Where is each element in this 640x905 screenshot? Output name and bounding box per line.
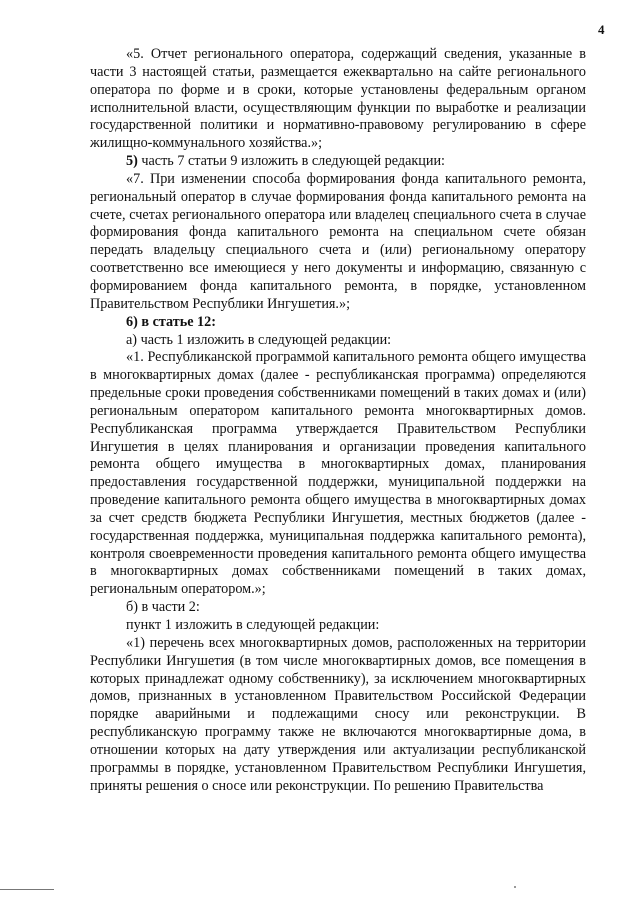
paragraph-item-6-heading: 6) в статье 12: bbox=[126, 313, 216, 330]
paragraph-item-5 bbox=[90, 153, 586, 171]
footer-rule bbox=[0, 889, 54, 890]
item-text: часть 7 статьи 9 изложить в следующей редакции: bbox=[137, 153, 445, 170]
paragraph-point-1-text: «1) перечень всех многоквартирных домов, расположенных на территории Республики Ингушетия (в том числе многоквартирных домов, все помещения в которых принадлежат одному собственнику), за исключением многоквартирных домов, признанных в установленном Правительством Российской Федерации порядке аварийными и подлежащими сносу или реконструкции. В республиканскую программу также не включаются многоквартирные дома, в отношении которых на дату утверждения или актуализации республиканской программы в порядке, установленном Правительством Республики Ингушетия, приняты решения о сносе или реконструкции. По решению Правительства bbox=[90, 634, 586, 794]
paragraph-report-clause-5: «5. Отчет регионального оператора, содержащий сведения, указанные в части 3 настоящей статьи, размещается ежеквартально на сайте регионального оператора по форме и в сроки, которые установлены федеральным органом исполнительной власти, осуществляющим функции по выработке и реализации государственной политики и нормативно-правовому регулированию в сфере жилищно-коммунального хозяйства.»; bbox=[90, 46, 586, 152]
scan-speck bbox=[514, 886, 516, 888]
document-body bbox=[90, 46, 586, 795]
paragraph-subitem-a: а) часть 1 изложить в следующей редакции: bbox=[126, 331, 392, 348]
paragraph-subitem-b: б) в части 2: bbox=[126, 599, 200, 616]
paragraph-point-1-intro: пункт 1 изложить в следующей редакции: bbox=[126, 617, 380, 633]
paragraph-clause-1-program: «1. Республиканской программой капитального ремонта общего имущества в многоквартирных домах (далее - республиканская программа) определяются предельные сроки проведения собственниками помещений в таких домах и (или) региональным оператором капитального ремонта многоквартирных домов. Республиканская программа утверждается Правительством Республики Ингушетия в целях планирования и организации проведения капитального ремонта общего имущества в многоквартирных домах, планирования предоставления государственной поддержки, муниципальной поддержки на проведение капитального ремонта общего имущества в многоквартирных домах за счет средств бюджета Республики Ингушетия, местных бюджетов (далее - государственная поддержка, муниципальная поддержка капитального ремонта), контроля своевременности проведения капитального ремонта общего имущества в многоквартирных домах собственниками помещений в таких домах, региональным оператором.»; bbox=[90, 349, 586, 598]
paragraph-clause-7: «7. При изменении способа формирования фонда капитального ремонта, региональный оператор в случае формирования фонда капитального ремонта на счете, счетах регионального оператора или владелец специального счета в случае формирования фонда капитального ремонта на специальном счете обязан передать владельцу специального счета и (или) региональному оператору соответственно все имеющиеся у него документы и информацию, связанную с формированием фонда капитального ремонта, в порядке, установленном Правительством Республики Ингушетия.»; bbox=[90, 170, 586, 312]
item-number: 5) bbox=[126, 153, 138, 170]
page-number: 4 bbox=[598, 22, 605, 37]
